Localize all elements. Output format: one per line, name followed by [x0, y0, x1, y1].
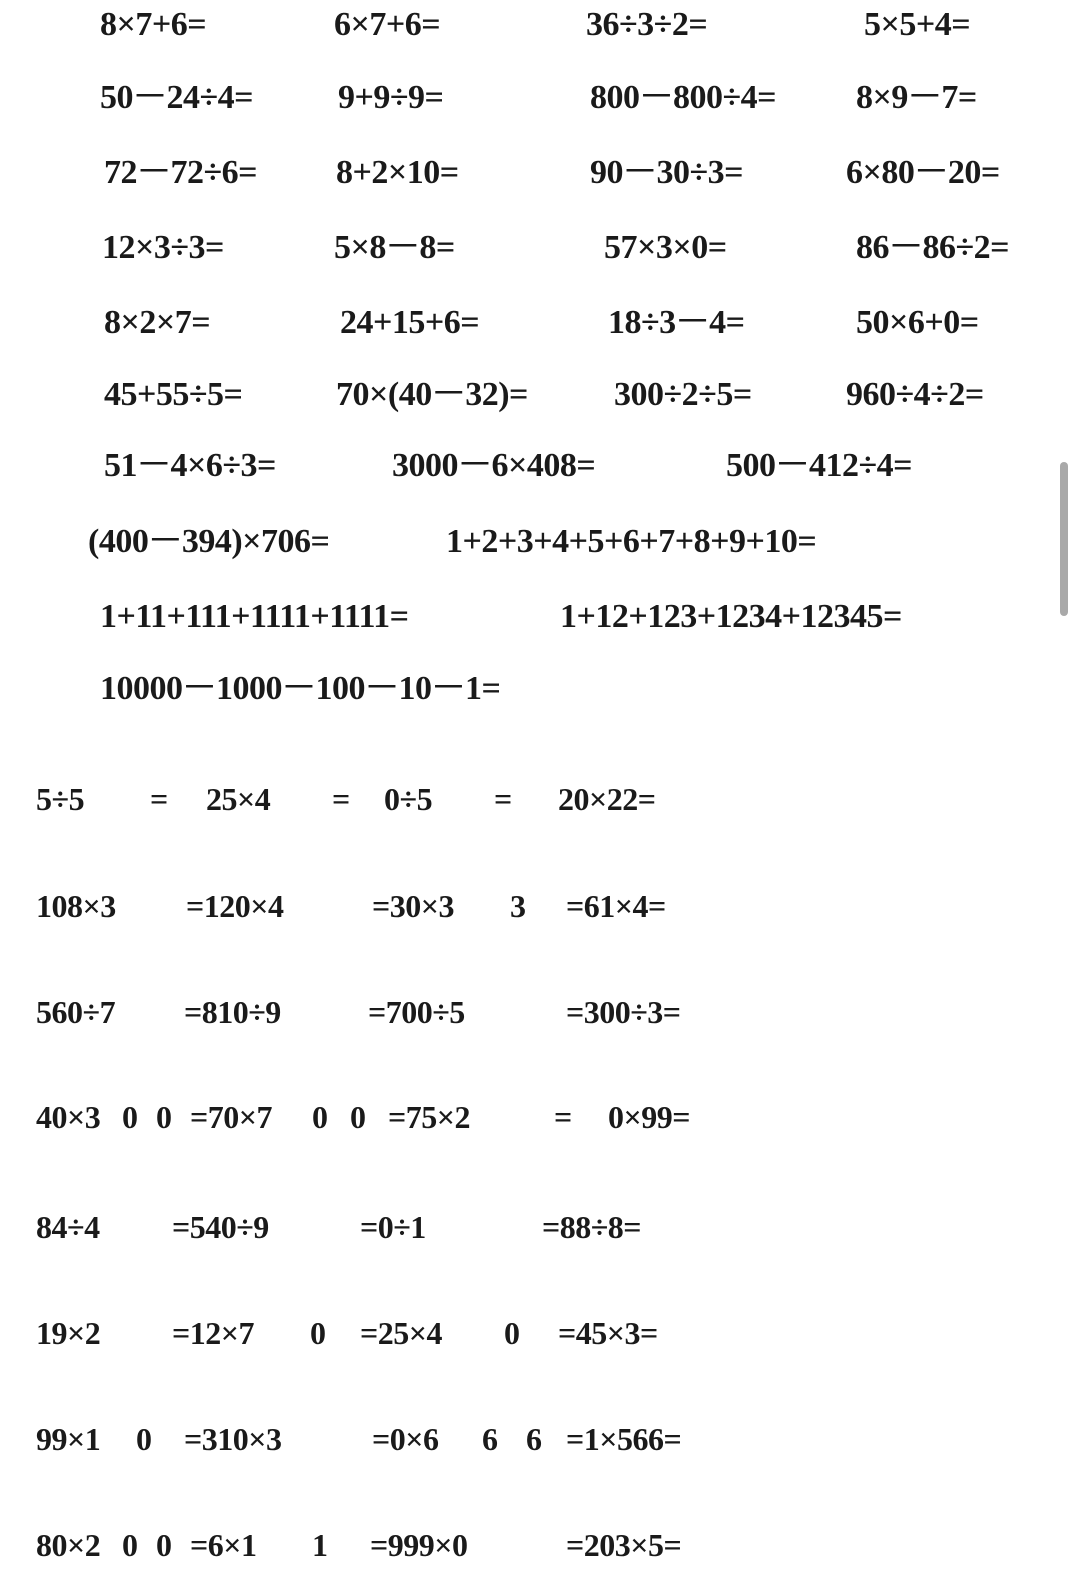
problem: 0: [136, 1421, 152, 1457]
problem: 1+12+123+1234+12345=: [560, 598, 902, 635]
problem: =70×7: [190, 1099, 272, 1135]
problem: =120×4: [186, 888, 284, 924]
problem: 0: [122, 1527, 138, 1563]
problem: 8+2×10=: [336, 154, 459, 191]
problem: 80×2: [36, 1527, 101, 1563]
problem: 12×3÷3=: [102, 229, 224, 266]
problem: 8×9－7=: [856, 79, 977, 116]
problem: 1+2+3+4+5+6+7+8+9+10=: [446, 523, 817, 560]
problem: 8×2×7=: [104, 304, 211, 341]
problem: 45+55÷5=: [104, 376, 243, 413]
problem: 20×22=: [558, 781, 656, 817]
problem: 3000－6×408=: [392, 447, 596, 484]
problem: =700÷5: [368, 994, 465, 1030]
problem: =25×4: [360, 1315, 442, 1351]
problem: =88÷8=: [542, 1209, 642, 1245]
problem: 6×7+6=: [334, 6, 441, 43]
problem: =203×5=: [566, 1527, 682, 1563]
problem: 1: [312, 1527, 328, 1563]
problem: 6×80－20=: [846, 154, 1000, 191]
equals-sign: =: [494, 781, 512, 817]
problem: =999×0: [370, 1527, 468, 1563]
problem: 0: [156, 1527, 172, 1563]
problem: 18÷3－4=: [608, 304, 745, 341]
problem: 800－800÷4=: [590, 79, 777, 116]
problem: =30×3: [372, 888, 454, 924]
problem: 51－4×6÷3=: [104, 447, 276, 484]
problem: 50－24÷4=: [100, 79, 254, 116]
problem: 50×6+0=: [856, 304, 979, 341]
problem: 5÷5: [36, 781, 85, 817]
problem: 5×8－8=: [334, 229, 455, 266]
problem: 9+9÷9=: [338, 79, 444, 116]
problem: =61×4=: [566, 888, 666, 924]
problem: =0×6: [372, 1421, 439, 1457]
equals-sign: =: [332, 781, 350, 817]
problem: 25×4: [206, 781, 271, 817]
problem: 300÷2÷5=: [614, 376, 752, 413]
problem: 560÷7: [36, 994, 116, 1030]
problem: 1+11+111+1111+1111=: [100, 598, 409, 635]
problem: 3: [510, 888, 526, 924]
problem: =300÷3=: [566, 994, 681, 1030]
problem: 0: [504, 1315, 520, 1351]
problem: =12×7: [172, 1315, 254, 1351]
problem: =45×3=: [558, 1315, 658, 1351]
problem: 57×3×0=: [604, 229, 727, 266]
vertical-scrollbar[interactable]: [1060, 462, 1068, 616]
problem: 36÷3÷2=: [586, 6, 708, 43]
equals-sign: =: [554, 1099, 572, 1135]
problem: 0: [122, 1099, 138, 1135]
problem: 500－412÷4=: [726, 447, 913, 484]
problem: 0×99=: [608, 1099, 690, 1135]
problem: =6×1: [190, 1527, 257, 1563]
problem: 108×3: [36, 888, 116, 924]
problem: 40×3: [36, 1099, 101, 1135]
problem: 24+15+6=: [340, 304, 480, 341]
problem: 84÷4: [36, 1209, 100, 1245]
problem: 6: [526, 1421, 542, 1457]
problem: 19×2: [36, 1315, 101, 1351]
problem: =310×3: [184, 1421, 282, 1457]
problem: 0: [310, 1315, 326, 1351]
problem: 0: [312, 1099, 328, 1135]
problem: 5×5+4=: [864, 6, 971, 43]
problem: 99×1: [36, 1421, 101, 1457]
problem: 86－86÷2=: [856, 229, 1010, 266]
problem: =1×566=: [566, 1421, 682, 1457]
problem: 72－72÷6=: [104, 154, 258, 191]
problem: =75×2: [388, 1099, 470, 1135]
problem: 8×7+6=: [100, 6, 207, 43]
problem: 10000－1000－100－10－1=: [100, 670, 501, 707]
problem: 90－30÷3=: [590, 154, 744, 191]
problem: =810÷9: [184, 994, 281, 1030]
equals-sign: =: [150, 781, 168, 817]
problem: 0: [156, 1099, 172, 1135]
problem: 6: [482, 1421, 498, 1457]
problem: =0÷1: [360, 1209, 426, 1245]
problem: 0: [350, 1099, 366, 1135]
problem: 960÷4÷2=: [846, 376, 984, 413]
problem: (400－394)×706=: [88, 523, 330, 560]
problem: =540÷9: [172, 1209, 269, 1245]
problem: 70×(40－32)=: [336, 376, 528, 413]
problem: 0÷5: [384, 781, 433, 817]
